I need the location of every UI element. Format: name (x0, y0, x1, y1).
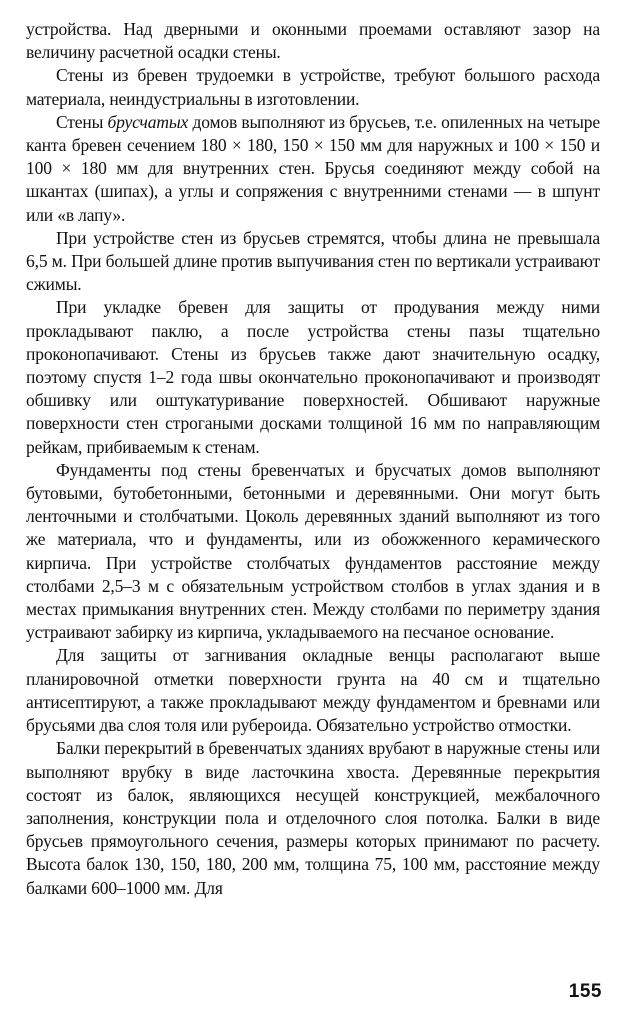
paragraph-5: При укладке бревен для защиты от продувания между ними прокладывают паклю, а после устройства стены пазы тщательно проконопачивают. Стены из брусьев также дают значительную осадку, поэтому спустя 1–2 года швы окончательно проконопачивают и производят обшивку или оштукатуривание поверхностей. Обшивают наружные поверхности стен строгаными досками толщиной 16 мм по направляющим рейкам, прибиваемым к стенам. (26, 297, 600, 457)
paragraph-3 (26, 111, 600, 227)
paragraph-2: Стены из бревен трудоемки в устройстве, требуют большого расхода материала, неиндустриальны в изготовлении. (26, 65, 600, 109)
paragraph-8: Балки перекрытий в бревенчатых зданиях врубают в наружные стены или выполняют врубку в виде ласточкина хвоста. Деревянные перекрытия состоят из балок, являющихся несущей конструкцией, межбалочного заполнения, конструкции пола и отделочного слоя потолка. Балки в виде брусьев прямоугольного сечения, размеры которых принимают по расчету. Высота балок 130, 150, 180, 200 мм, толщина 75, 100 мм, расстояние между балками 600–1000 мм. Для (26, 738, 600, 898)
body-text (26, 18, 600, 900)
paragraph-6: Фундаменты под стены бревенчатых и брусчатых домов выполняют бутовыми, бутобетонными, бетонными и деревянными. Они могут быть ленточными и столбчатыми. Цоколь деревянных зданий выполняют из того же материала, что и фундаменты, или из обожженного керамического кирпича. При устройстве столбчатых фундаментов расстояние между столбами 2,5–3 м с обязательным устройством столбов в углах здания и в местах примыкания внутренних стен. Между столбами по периметру здания устраивают забирку из кирпича, укладываемого на песчаное основание. (26, 459, 600, 643)
paragraph-7: Для защиты от загнивания окладные венцы располагают выше планировочной отметки поверхности грунта на 40 см и тщательно антисептируют, а также прокладывают между фундаментом и бревнами или брусьями два слоя толя или рубероида. Обязательно устройство отмостки. (26, 645, 600, 736)
italic-term: брусчатых (107, 111, 189, 132)
paragraph-1: устройства. Над дверными и оконными проемами оставляют зазор на величину расчетной осадки стены. (26, 19, 600, 63)
paragraph-4: При устройстве стен из брусьев стремятся, чтобы длина не превышала 6,5 м. При большей длине против выпучивания стен по вертикали устраивают сжимы. (26, 227, 600, 295)
paragraph-3-after: домов выполняют из брусьев, т.е. опиленных на четыре канта бревен сечением 180 × 180, 150 × 150 мм для наружных и 100 × 150 и 100 × 180 мм для внутренних стен. Брусья соединяют между собой на шкантах (шипах), а углы и сопряжения с внутренними стенами — в шпунт или «в лапу». (26, 111, 600, 225)
paragraph-3-before: Стены (56, 111, 108, 132)
page-number: 155 (568, 981, 602, 1002)
